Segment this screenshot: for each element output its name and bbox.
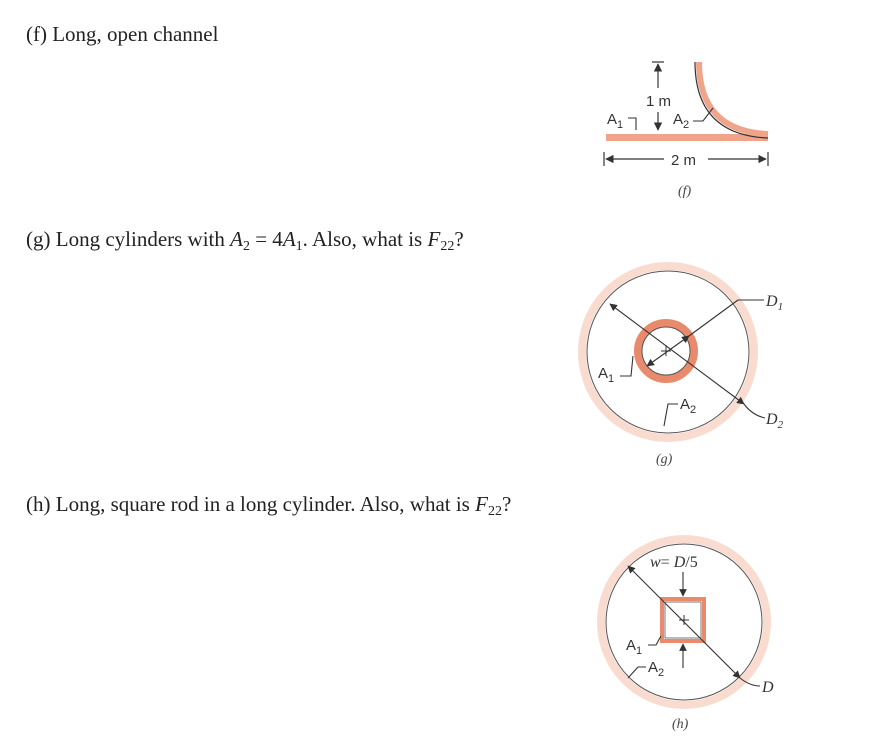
a2-label-g: $A_2$ — [680, 396, 697, 416]
figure-f-caption: (f) — [678, 184, 692, 199]
a1-label-f: $A_1$ — [607, 111, 624, 131]
d2-label: $D_2$ — [766, 411, 784, 431]
question-f-label: (f) — [26, 22, 47, 46]
question-h-label: (h) — [26, 492, 51, 516]
question-g: (g) Long cylinders with $A_2 = 4A_1$. Also, what is $F_{22}$? — [26, 227, 464, 254]
area-a2-symbol: A — [230, 227, 243, 251]
figure-g-caption: (g) — [656, 452, 673, 467]
width-label: 2 m — [671, 152, 697, 169]
height-label: 1 m — [646, 93, 672, 110]
question-h-text: Long, square rod in a long cylinder. Also, what is — [55, 492, 470, 516]
area-a1-symbol: A — [282, 227, 296, 251]
a1-label-h: $A_1$ — [626, 637, 643, 657]
equation-middle: = 4 — [255, 227, 283, 251]
d1-label: $D_1$ — [766, 293, 784, 313]
view-factor-f22-h: F — [475, 492, 488, 516]
d-label: D — [762, 679, 774, 696]
question-f-text: Long, open channel — [52, 22, 219, 46]
figure-h-caption: (h) — [672, 717, 689, 732]
a1-label-g: $A_1$ — [598, 365, 615, 385]
view-factor-f22-g: F — [427, 227, 441, 251]
question-g-suffix: . Also, what is — [302, 227, 423, 251]
question-g-label: (g) — [26, 227, 51, 251]
a2-label-h: $A_2$ — [648, 659, 665, 679]
width-w-label: w= D/5 — [650, 554, 698, 571]
question-h: (h) Long, square rod in a long cylinder. Also, what is $F_{22}$? — [26, 492, 512, 519]
question-g-text: Long cylinders with — [55, 227, 225, 251]
a2-label-f: $A_2$ — [673, 111, 690, 131]
